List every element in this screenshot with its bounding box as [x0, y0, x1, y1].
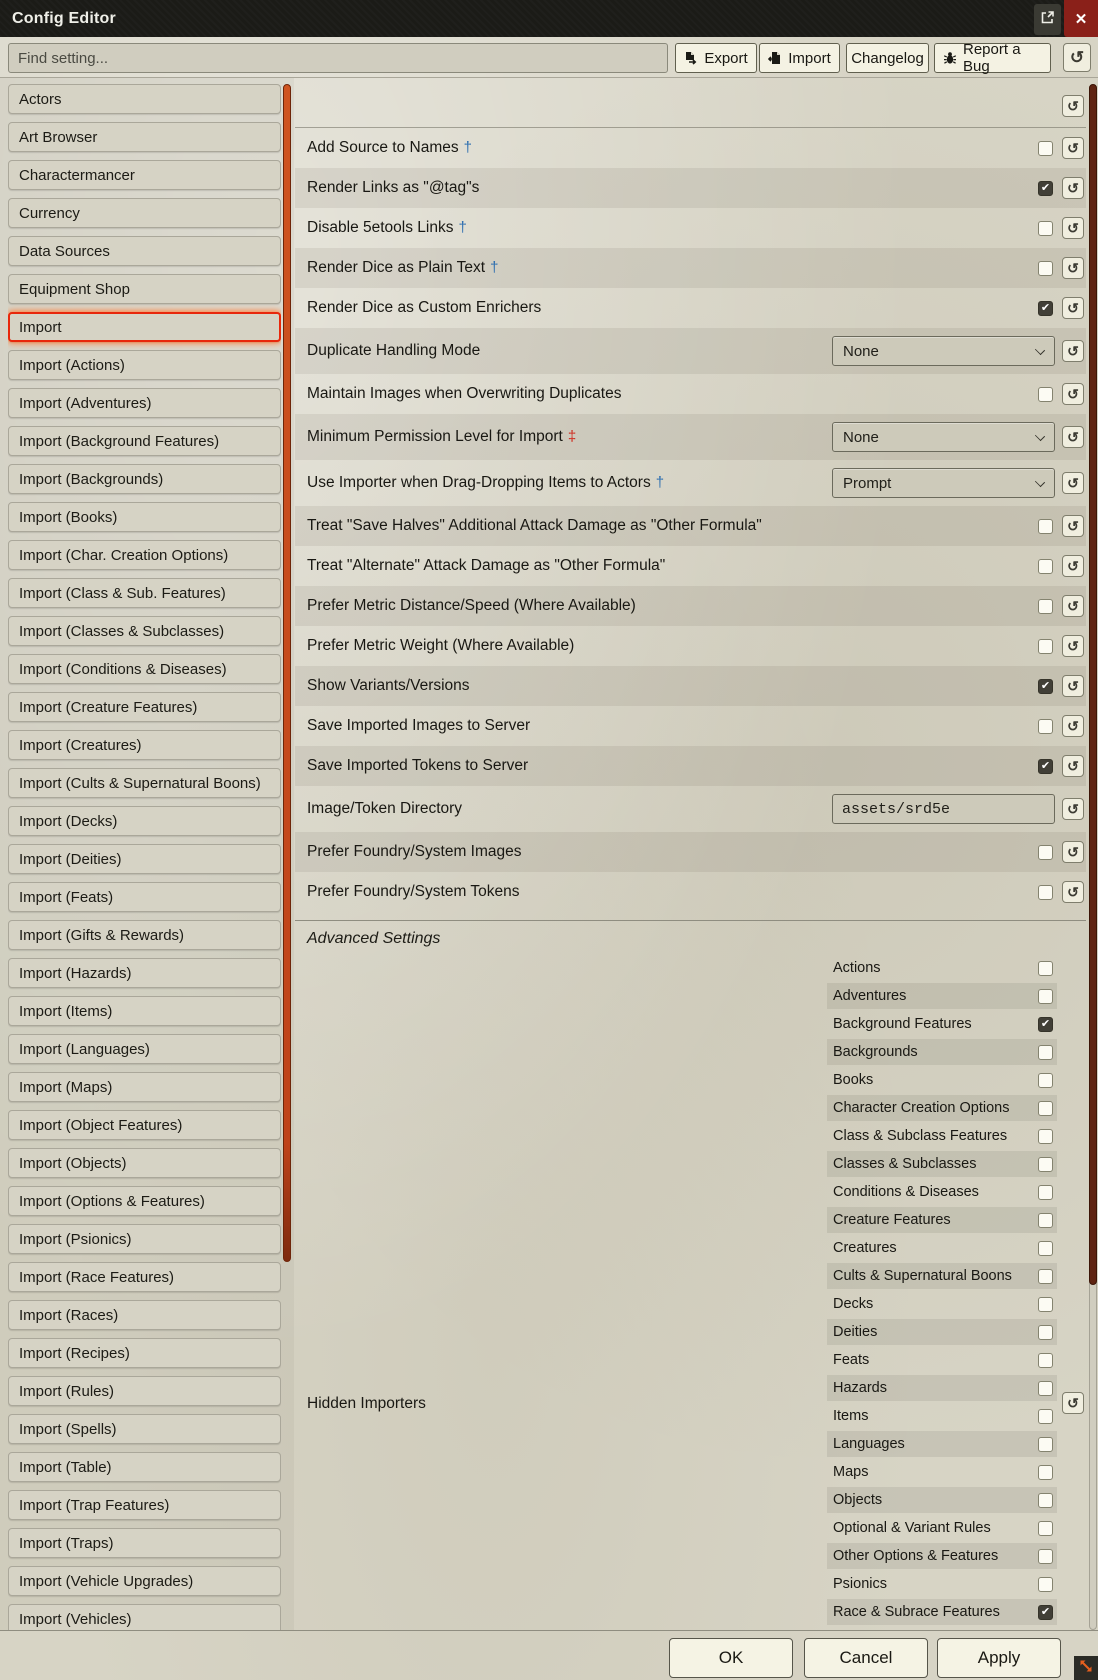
disable-5etools-links-checkbox[interactable]: [1038, 221, 1053, 236]
setting-control-prefer-metric-distance-speed-where-availab: [832, 599, 1055, 614]
setting-row-use-importer-when-drag-dropping-items-to-a: [295, 460, 1086, 506]
minimum-permission-level-for-import-select-value: None: [843, 428, 879, 446]
main-scrollbar-thumb[interactable]: [1089, 84, 1097, 1285]
hidden-importer-objects: [827, 1487, 1057, 1513]
character-creation-options-checkbox[interactable]: [1038, 1101, 1053, 1116]
deities-checkbox[interactable]: [1038, 1325, 1053, 1340]
file-import-icon: [768, 51, 782, 65]
creature-features-checkbox[interactable]: [1038, 1213, 1053, 1228]
hidden-importer-label-maps: Maps: [833, 1464, 869, 1480]
report-bug-button-label: Report a Bug: [963, 41, 1021, 75]
setting-row-treat-save-halves-additional-attack-damage: [295, 506, 1086, 546]
window-title: Config Editor: [12, 9, 116, 27]
background-features-checkbox[interactable]: [1038, 1017, 1053, 1032]
hidden-importer-label-backgrounds: Backgrounds: [833, 1044, 918, 1060]
hidden-importer-label-conditions-diseases: Conditions & Diseases: [833, 1184, 979, 1200]
sidebar-item-charactermancer[interactable]: Charactermancer: [8, 160, 281, 190]
hidden-importer-label-cults-supernatural-boons: Cults & Supernatural Boons: [833, 1268, 1012, 1284]
adventures-checkbox[interactable]: [1038, 989, 1053, 1004]
creatures-checkbox[interactable]: [1038, 1241, 1053, 1256]
hidden-importer-label-creature-features: Creature Features: [833, 1212, 951, 1228]
reset-icon: ↺: [1067, 299, 1079, 316]
reset-icon: ↺: [1067, 757, 1079, 774]
sidebar-item-art-browser[interactable]: Art Browser: [8, 122, 281, 152]
sidebar-item-import-table[interactable]: Import (Table): [8, 1452, 281, 1482]
changelog-button-label: Changelog: [851, 49, 924, 67]
setting-label-minimum-permission-level-for-import: Minimum Permission Level for Import ‡: [307, 428, 577, 445]
sidebar-item-import-class-sub-features[interactable]: Import (Class & Sub. Features): [8, 578, 281, 608]
hidden-importer-cults-supernatural-boons: [827, 1263, 1057, 1289]
hidden-importer-conditions-diseases: [827, 1179, 1057, 1205]
reset-icon: ↺: [1067, 179, 1079, 196]
hidden-importer-label-decks: Decks: [833, 1296, 874, 1312]
setting-control-minimum-permission-level-for-import: [832, 422, 1055, 452]
render-dice-as-plain-text-checkbox[interactable]: [1038, 261, 1053, 276]
sidebar-item-import-rules[interactable]: Import (Rules): [8, 1376, 281, 1406]
treat-save-halves-additional-attack-damage-checkbox[interactable]: [1038, 519, 1053, 534]
feats-checkbox[interactable]: [1038, 1353, 1053, 1368]
setting-label-treat-alternate-attack-damage-as-other-for: Treat "Alternate" Attack Damage as "Other Formula": [307, 557, 666, 574]
reset-icon: ↺: [1067, 259, 1079, 276]
resize-arrows-icon: [1078, 1658, 1094, 1679]
classes-subclasses-checkbox[interactable]: [1038, 1157, 1053, 1172]
setting-control-save-imported-tokens-to-server: [832, 759, 1055, 774]
reset-render-dice-as-plain-text-button[interactable]: [1062, 257, 1084, 279]
chevron-down-icon: [1035, 477, 1045, 487]
sidebar-item-import-recipes[interactable]: Import (Recipes): [8, 1338, 281, 1368]
hidden-importer-actions: [827, 955, 1057, 981]
sidebar-item-import-spells[interactable]: Import (Spells): [8, 1414, 281, 1444]
reset-icon: ↺: [1067, 139, 1079, 156]
setting-label-save-imported-images-to-server: Save Imported Images to Server: [307, 717, 531, 734]
setting-label-prefer-metric-weight-where-available: Prefer Metric Weight (Where Available): [307, 637, 575, 654]
sidebar-item-import-psionics[interactable]: Import (Psionics): [8, 1224, 281, 1254]
setting-control-prefer-foundry-system-tokens: [832, 885, 1055, 900]
chevron-down-icon: [1035, 345, 1045, 355]
hidden-importer-other-options-features: [827, 1543, 1057, 1569]
sidebar: [8, 84, 281, 1630]
setting-row-render-dice-as-plain-text: [295, 248, 1086, 288]
setting-control-maintain-images-when-overwriting-duplicate: [832, 387, 1055, 402]
sidebar-item-import-items[interactable]: Import (Items): [8, 996, 281, 1026]
sidebar-item-import-languages[interactable]: Import (Languages): [8, 1034, 281, 1064]
sidebar-item-currency[interactable]: Currency: [8, 198, 281, 228]
sidebar-item-import-vehicle-upgrades[interactable]: Import (Vehicle Upgrades): [8, 1566, 281, 1596]
reset-save-imported-tokens-to-server-button[interactable]: [1062, 755, 1084, 777]
objects-checkbox[interactable]: [1038, 1493, 1053, 1508]
setting-control-prefer-foundry-system-images: [832, 845, 1055, 860]
setting-control-duplicate-handling-mode: [832, 336, 1055, 366]
hidden-importers-row: [295, 955, 1086, 1625]
hazards-checkbox[interactable]: [1038, 1381, 1053, 1396]
sidebar-item-import-decks[interactable]: Import (Decks): [8, 806, 281, 836]
save-imported-tokens-to-server-checkbox[interactable]: [1038, 759, 1053, 774]
setting-row-prefer-foundry-system-images: [295, 832, 1086, 872]
setting-control-disable-5etools-links: [832, 221, 1055, 236]
setting-control-render-dice-as-plain-text: [832, 261, 1055, 276]
sidebar-scrollbar-thumb[interactable]: [283, 84, 291, 1262]
footnote-marker: †: [463, 139, 472, 156]
setting-label-duplicate-handling-mode: Duplicate Handling Mode: [307, 342, 481, 359]
footnote-marker: †: [655, 474, 665, 491]
changelog-button[interactable]: [846, 43, 929, 73]
setting-row-prefer-foundry-system-tokens: [295, 872, 1086, 912]
setting-label-render-dice-as-plain-text: Render Dice as Plain Text †: [307, 259, 499, 276]
close-icon: ✕: [1074, 10, 1088, 28]
sidebar-item-import-options-features[interactable]: Import (Options & Features): [8, 1186, 281, 1216]
setting-label-prefer-foundry-system-images: Prefer Foundry/System Images: [307, 843, 522, 860]
sidebar-item-import-classes-subclasses[interactable]: Import (Classes & Subclasses): [8, 616, 281, 646]
hidden-importer-label-class-subclass-features: Class & Subclass Features: [833, 1128, 1008, 1144]
backgrounds-checkbox[interactable]: [1038, 1045, 1053, 1060]
hidden-importer-label-hazards: Hazards: [833, 1380, 887, 1396]
add-source-to-names-checkbox[interactable]: [1038, 141, 1053, 156]
reset-treat-save-halves-additional-attack-damage-button[interactable]: [1062, 515, 1084, 537]
setting-label-show-variants-versions: Show Variants/Versions: [307, 677, 470, 694]
settings-rows: [295, 128, 1086, 912]
use-importer-when-drag-dropping-items-to-a-select-value: Prompt: [843, 474, 892, 492]
external-link-icon: [1040, 10, 1055, 30]
hidden-importer-label-feats: Feats: [833, 1352, 870, 1368]
hidden-importer-classes-subclasses: [827, 1151, 1057, 1177]
image-token-directory-input[interactable]: [832, 794, 1055, 824]
apply-button[interactable]: Apply: [937, 1638, 1061, 1678]
main-scrollbar-track: [1089, 84, 1097, 1630]
hidden-importer-label-objects: Objects: [833, 1492, 883, 1508]
items-checkbox[interactable]: [1038, 1409, 1053, 1424]
reset-prefer-foundry-system-tokens-button[interactable]: [1062, 881, 1084, 903]
setting-control-show-variants-versions: [832, 679, 1055, 694]
setting-control-save-imported-images-to-server: [832, 719, 1055, 734]
hidden-importer-adventures: [827, 983, 1057, 1009]
render-dice-as-custom-enrichers-checkbox[interactable]: [1038, 301, 1053, 316]
export-button[interactable]: [675, 43, 757, 73]
settings-panel: [295, 84, 1086, 1630]
setting-control-render-links-as-tag-s: [832, 181, 1055, 196]
sidebar-item-import-char-creation-options[interactable]: Import (Char. Creation Options): [8, 540, 281, 570]
sidebar-item-import-races[interactable]: Import (Races): [8, 1300, 281, 1330]
hidden-importer-label-actions: Actions: [833, 960, 881, 976]
setting-row-minimum-permission-level-for-import: [295, 414, 1086, 460]
sidebar-item-import-objects[interactable]: Import (Objects): [8, 1148, 281, 1178]
sidebar-item-import-race-features[interactable]: Import (Race Features): [8, 1262, 281, 1292]
reset-add-source-to-names-button[interactable]: [1062, 137, 1084, 159]
reset-prefer-foundry-system-images-button[interactable]: [1062, 841, 1084, 863]
hidden-importer-label-character-creation-options: Character Creation Options: [833, 1100, 1010, 1116]
setting-label-disable-5etools-links: Disable 5etools Links †: [307, 219, 467, 236]
reset-minimum-permission-level-for-import-button[interactable]: [1062, 426, 1084, 448]
report-bug-button[interactable]: [934, 43, 1051, 73]
reset-icon: ↺: [1067, 342, 1079, 359]
prefer-foundry-system-images-checkbox[interactable]: [1038, 845, 1053, 860]
sidebar-item-import-feats[interactable]: Import (Feats): [8, 882, 281, 912]
setting-label-render-links-as-tag-s: Render Links as "@tag"s: [307, 179, 480, 196]
advanced-settings-heading: Advanced Settings: [307, 930, 441, 947]
minimum-permission-level-for-import-select[interactable]: [832, 422, 1055, 452]
import-button[interactable]: [759, 43, 840, 73]
duplicate-handling-mode-select-value: None: [843, 342, 879, 360]
prefer-metric-distance-speed-where-availab-checkbox[interactable]: [1038, 599, 1053, 614]
reset-icon: ↺: [1067, 883, 1079, 900]
cults-supernatural-boons-checkbox[interactable]: [1038, 1269, 1053, 1284]
sidebar-item-import-adventures[interactable]: Import (Adventures): [8, 388, 281, 418]
setting-control-add-source-to-names: [832, 141, 1055, 156]
race-subrace-features-checkbox[interactable]: [1038, 1605, 1053, 1620]
hidden-importers-label: Hidden Importers: [307, 1395, 426, 1412]
hidden-importer-label-items: Items: [833, 1408, 869, 1424]
setting-control-use-importer-when-drag-dropping-items-to-a: [832, 468, 1055, 498]
setting-control-prefer-metric-weight-where-available: [832, 639, 1055, 654]
popout-button[interactable]: [1034, 4, 1061, 35]
sidebar-item-import-cults-supernatural-boons[interactable]: Import (Cults & Supernatural Boons): [8, 768, 281, 798]
setting-row-save-imported-tokens-to-server: [295, 746, 1086, 786]
setting-label-treat-save-halves-additional-attack-damage: Treat "Save Halves" Additional Attack Damage as "Other Formula": [307, 517, 762, 534]
hidden-importer-label-race-subrace-features: Race & Subrace Features: [833, 1604, 1000, 1620]
setting-row-show-variants-versions: [295, 666, 1086, 706]
reset-icon: ↺: [1067, 219, 1079, 236]
import-button-label: Import: [788, 49, 831, 67]
sidebar-item-import-hazards[interactable]: Import (Hazards): [8, 958, 281, 988]
setting-row-prefer-metric-weight-where-available: [295, 626, 1086, 666]
setting-row-render-links-as-tag-s: [295, 168, 1086, 208]
reset-icon: ↺: [1067, 428, 1079, 445]
setting-control-image-token-directory: [832, 794, 1055, 824]
reset-duplicate-handling-mode-button[interactable]: [1062, 340, 1084, 362]
close-button[interactable]: [1064, 0, 1098, 37]
show-variants-versions-checkbox[interactable]: [1038, 679, 1053, 694]
sidebar-item-actors[interactable]: Actors: [8, 84, 281, 114]
reset-image-token-directory-button[interactable]: [1062, 798, 1084, 820]
treat-alternate-attack-damage-as-other-for-checkbox[interactable]: [1038, 559, 1053, 574]
reset-render-links-as-tag-s-button[interactable]: [1062, 177, 1084, 199]
save-imported-images-to-server-checkbox[interactable]: [1038, 719, 1053, 734]
hidden-importer-feats: [827, 1347, 1057, 1373]
panel-reset-row: [295, 84, 1086, 128]
setting-control-treat-alternate-attack-damage-as-other-for: [832, 559, 1055, 574]
reset-all-defaults-button[interactable]: [1063, 43, 1091, 72]
maps-checkbox[interactable]: [1038, 1465, 1053, 1480]
sidebar-item-import-gifts-rewards[interactable]: Import (Gifts & Rewards): [8, 920, 281, 950]
setting-label-render-dice-as-custom-enrichers: Render Dice as Custom Enrichers: [307, 299, 542, 316]
setting-control-treat-save-halves-additional-attack-damage: [832, 519, 1055, 534]
hidden-importer-optional-variant-rules: [827, 1515, 1057, 1541]
sidebar-item-import-background-features[interactable]: Import (Background Features): [8, 426, 281, 456]
reset-icon: ↺: [1067, 97, 1079, 114]
footnote-marker: †: [458, 219, 467, 236]
hidden-importer-books: [827, 1067, 1057, 1093]
hidden-importer-label-psionics: Psionics: [833, 1576, 887, 1592]
sidebar-item-import-traps[interactable]: Import (Traps): [8, 1528, 281, 1558]
sidebar-item-import-creatures[interactable]: Import (Creatures): [8, 730, 281, 760]
render-links-as-tag-s-checkbox[interactable]: [1038, 181, 1053, 196]
hidden-importer-deities: [827, 1319, 1057, 1345]
hidden-importer-label-deities: Deities: [833, 1324, 878, 1340]
setting-label-image-token-directory: Image/Token Directory: [307, 800, 463, 817]
setting-row-treat-alternate-attack-damage-as-other-for: [295, 546, 1086, 586]
setting-row-duplicate-handling-mode: [295, 328, 1086, 374]
reset-hidden-importers-button[interactable]: [1062, 1392, 1084, 1414]
sidebar-item-import-books[interactable]: Import (Books): [8, 502, 281, 532]
file-export-icon: [684, 51, 698, 65]
sidebar-item-import-backgrounds[interactable]: Import (Backgrounds): [8, 464, 281, 494]
setting-row-add-source-to-names: [295, 128, 1086, 168]
footnote-marker: ‡: [567, 428, 577, 445]
reset-icon: ↺: [1067, 385, 1079, 402]
reset-icon: ↺: [1067, 843, 1079, 860]
hidden-importer-label-classes-subclasses: Classes & Subclasses: [833, 1156, 977, 1172]
psionics-checkbox[interactable]: [1038, 1577, 1053, 1592]
conditions-diseases-checkbox[interactable]: [1038, 1185, 1053, 1200]
setting-row-save-imported-images-to-server: [295, 706, 1086, 746]
reset-tab-button[interactable]: [1062, 95, 1084, 117]
setting-row-maintain-images-when-overwriting-duplicate: [295, 374, 1086, 414]
hidden-importer-languages: [827, 1431, 1057, 1457]
cancel-button[interactable]: Cancel: [804, 1638, 928, 1678]
maintain-images-when-overwriting-duplicate-checkbox[interactable]: [1038, 387, 1053, 402]
sidebar-item-data-sources[interactable]: Data Sources: [8, 236, 281, 266]
sidebar-item-import-maps[interactable]: Import (Maps): [8, 1072, 281, 1102]
hidden-importer-decks: [827, 1291, 1057, 1317]
reset-prefer-metric-weight-where-available-button[interactable]: [1062, 635, 1084, 657]
reset-treat-alternate-attack-damage-as-other-for-button[interactable]: [1062, 555, 1084, 577]
sidebar-item-import-creature-features[interactable]: Import (Creature Features): [8, 692, 281, 722]
reset-render-dice-as-custom-enrichers-button[interactable]: [1062, 297, 1084, 319]
hidden-importer-background-features: [827, 1011, 1057, 1037]
class-subclass-features-checkbox[interactable]: [1038, 1129, 1053, 1144]
optional-variant-rules-checkbox[interactable]: [1038, 1521, 1053, 1536]
sidebar-item-import-conditions-diseases[interactable]: Import (Conditions & Diseases): [8, 654, 281, 684]
sidebar-item-import[interactable]: Import: [8, 312, 281, 342]
hidden-importer-label-languages: Languages: [833, 1436, 905, 1452]
resize-handle[interactable]: [1074, 1656, 1098, 1680]
title-bar: [0, 0, 1098, 37]
reset-icon: ↺: [1067, 1394, 1079, 1411]
reset-use-importer-when-drag-dropping-items-to-a-button[interactable]: [1062, 472, 1084, 494]
reset-icon: ↺: [1067, 800, 1079, 817]
sidebar-item-equipment-shop[interactable]: Equipment Shop: [8, 274, 281, 304]
reset-maintain-images-when-overwriting-duplicate-button[interactable]: [1062, 383, 1084, 405]
other-options-features-checkbox[interactable]: [1038, 1549, 1053, 1564]
hidden-importer-character-creation-options: [827, 1095, 1057, 1121]
setting-row-render-dice-as-custom-enrichers: [295, 288, 1086, 328]
export-button-label: Export: [704, 49, 748, 67]
reset-icon: ↺: [1067, 677, 1079, 694]
sidebar-item-import-actions[interactable]: Import (Actions): [8, 350, 281, 380]
sidebar-item-import-trap-features[interactable]: Import (Trap Features): [8, 1490, 281, 1520]
hidden-importer-maps: [827, 1459, 1057, 1485]
actions-checkbox[interactable]: [1038, 961, 1053, 976]
reset-icon: ↺: [1067, 474, 1079, 491]
hidden-importer-psionics: [827, 1571, 1057, 1597]
bug-icon: [943, 51, 957, 65]
hidden-importer-items: [827, 1403, 1057, 1429]
ok-button[interactable]: OK: [669, 1638, 793, 1678]
footnote-marker: †: [490, 259, 499, 276]
setting-label-prefer-metric-distance-speed-where-availab: Prefer Metric Distance/Speed (Where Available): [307, 597, 636, 614]
hidden-importer-creature-features: [827, 1207, 1057, 1233]
languages-checkbox[interactable]: [1038, 1437, 1053, 1452]
decks-checkbox[interactable]: [1038, 1297, 1053, 1312]
use-importer-when-drag-dropping-items-to-a-select[interactable]: [832, 468, 1055, 498]
setting-label-maintain-images-when-overwriting-duplicate: Maintain Images when Overwriting Duplicates: [307, 385, 622, 402]
search-input[interactable]: [8, 43, 668, 73]
reset-show-variants-versions-button[interactable]: [1062, 675, 1084, 697]
hidden-importer-label-creatures: Creatures: [833, 1240, 897, 1256]
hidden-importer-hazards: [827, 1375, 1057, 1401]
hidden-importer-label-adventures: Adventures: [833, 988, 907, 1004]
sidebar-item-import-deities[interactable]: Import (Deities): [8, 844, 281, 874]
reset-icon: ↺: [1067, 517, 1079, 534]
reset-icon: ↺: [1067, 637, 1079, 654]
setting-label-save-imported-tokens-to-server: Save Imported Tokens to Server: [307, 757, 529, 774]
prefer-metric-weight-where-available-checkbox[interactable]: [1038, 639, 1053, 654]
reset-icon: ↺: [1067, 597, 1079, 614]
setting-label-prefer-foundry-system-tokens: Prefer Foundry/System Tokens: [307, 883, 520, 900]
hidden-importers-list: [827, 955, 1057, 1625]
chevron-down-icon: [1035, 431, 1045, 441]
sidebar-item-import-object-features[interactable]: Import (Object Features): [8, 1110, 281, 1140]
footer: [0, 1630, 1098, 1680]
sidebar-item-import-vehicles[interactable]: Import (Vehicles): [8, 1604, 281, 1630]
reset-icon: ↺: [1067, 717, 1079, 734]
reset-icon: ↺: [1069, 47, 1085, 67]
hidden-importer-label-background-features: Background Features: [833, 1016, 972, 1032]
setting-label-use-importer-when-drag-dropping-items-to-a: Use Importer when Drag-Dropping Items to Actors †: [307, 474, 665, 491]
hidden-importer-race-subrace-features: [827, 1599, 1057, 1625]
hidden-importer-class-subclass-features: [827, 1123, 1057, 1149]
toolbar: [0, 37, 1098, 78]
setting-row-prefer-metric-distance-speed-where-availab: [295, 586, 1086, 626]
setting-row-disable-5etools-links: [295, 208, 1086, 248]
reset-disable-5etools-links-button[interactable]: [1062, 217, 1084, 239]
setting-control-render-dice-as-custom-enrichers: [832, 301, 1055, 316]
hidden-importer-backgrounds: [827, 1039, 1057, 1065]
reset-icon: ↺: [1067, 557, 1079, 574]
hidden-importer-label-books: Books: [833, 1072, 874, 1088]
hidden-importer-label-optional-variant-rules: Optional & Variant Rules: [833, 1520, 991, 1536]
prefer-foundry-system-tokens-checkbox[interactable]: [1038, 885, 1053, 900]
setting-label-add-source-to-names: Add Source to Names †: [307, 139, 472, 156]
books-checkbox[interactable]: [1038, 1073, 1053, 1088]
setting-row-image-token-directory: [295, 786, 1086, 832]
hidden-importer-label-other-options-features: Other Options & Features: [833, 1548, 999, 1564]
reset-prefer-metric-distance-speed-where-availab-button[interactable]: [1062, 595, 1084, 617]
hidden-importer-creatures: [827, 1235, 1057, 1261]
duplicate-handling-mode-select[interactable]: [832, 336, 1055, 366]
reset-save-imported-images-to-server-button[interactable]: [1062, 715, 1084, 737]
